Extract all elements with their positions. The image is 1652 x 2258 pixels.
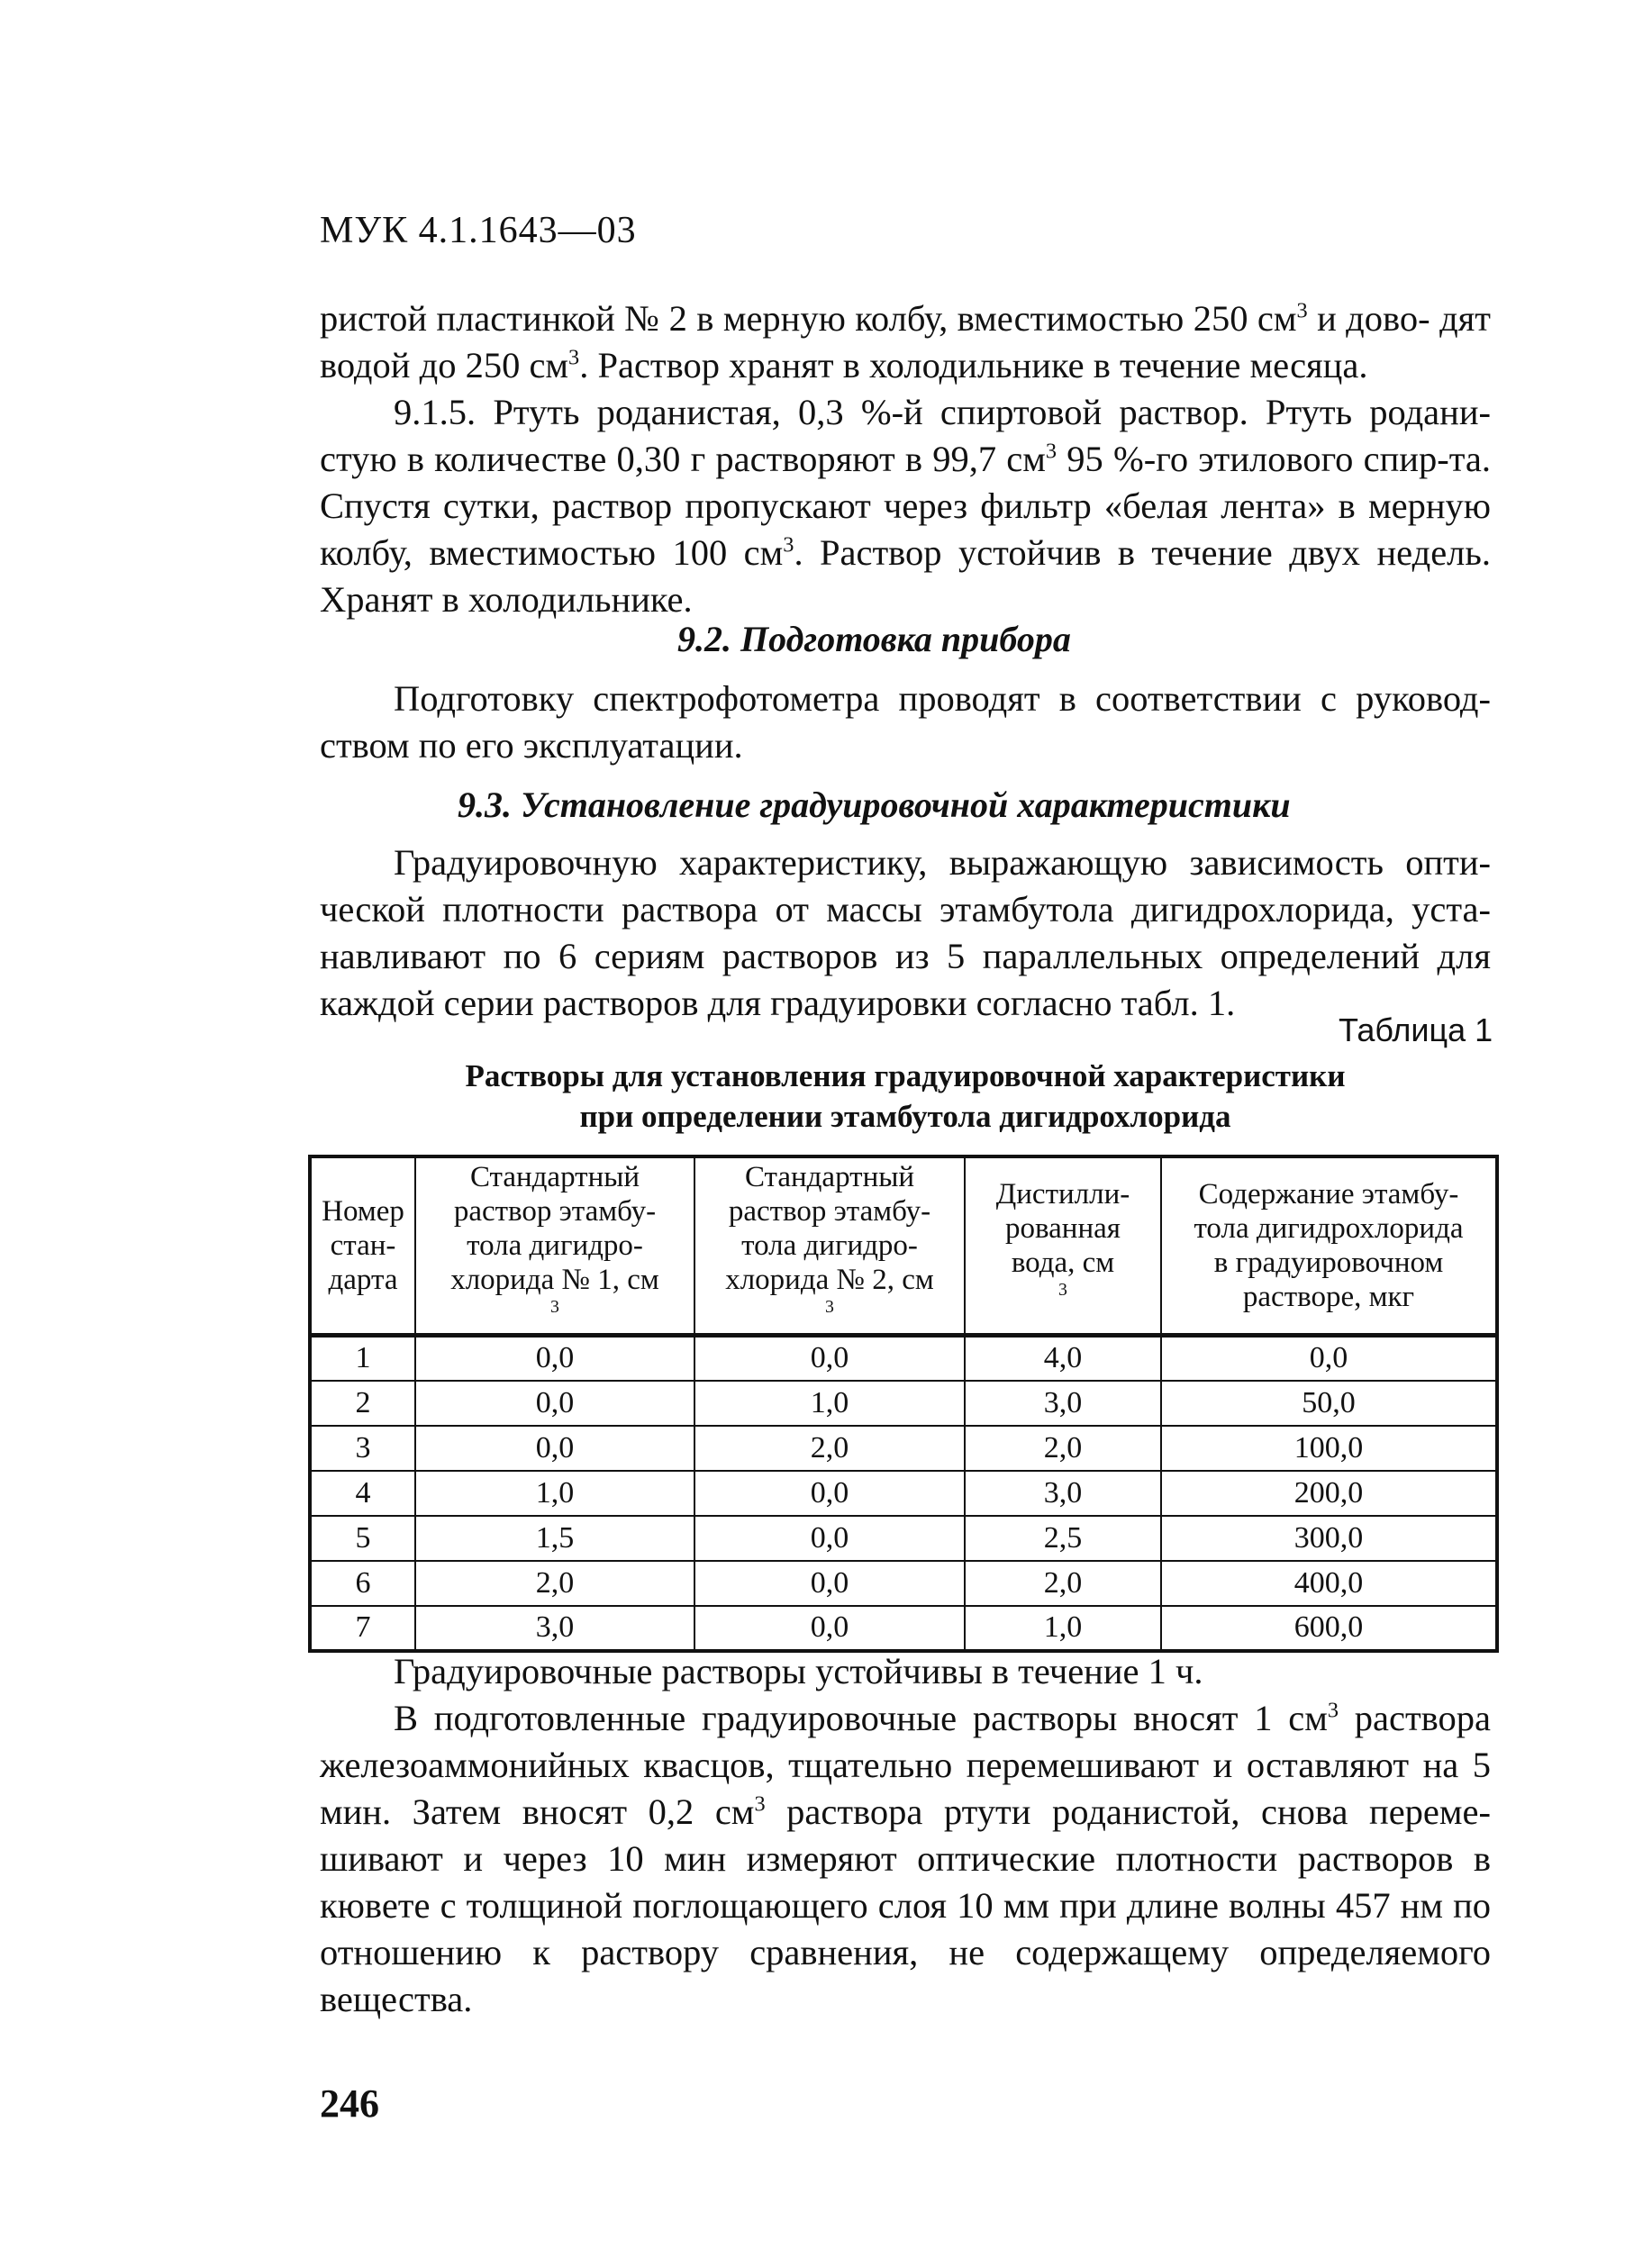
table-cell: 6: [310, 1561, 415, 1606]
after-table-text: [320, 1648, 1491, 2023]
section-9-2-paragraph: Подготовку спектрофотометра проводят в соответствии с руковод-ством по его эксплуатации.: [320, 678, 1491, 766]
header-line: Содержание этамбу-: [1198, 1178, 1459, 1211]
table-row: [310, 1606, 1497, 1651]
superscript: 3: [1327, 1698, 1339, 1723]
section-9-3-paragraph: Градуировочную характеристику, выражающую зависимость опти-ческой плотности раствора от массы этамбутола дигидрохлорида, уста-навливают по 6 сериям растворов из 5 параллельных определений для каждой серии растворов для градуировки согласно табл. 1.: [320, 842, 1491, 1023]
intro-text-fragment: дят водой до 250 см: [320, 298, 1491, 385]
table-cell: 3,0: [965, 1381, 1161, 1426]
intro-text-fragment: . Раствор устойчив в течение двух недель. Хранят в холодильнике.: [320, 532, 1491, 620]
table-cell: 600,0: [1161, 1606, 1497, 1651]
superscript: 3: [568, 345, 580, 370]
after-table-paragraph-2: [320, 1695, 1491, 2023]
table-cell: 2: [310, 1381, 415, 1426]
table-cell: 0,0: [694, 1336, 965, 1381]
table-cell: 4: [310, 1471, 415, 1516]
header-line: [967, 1246, 1158, 1314]
table-cell: 0,0: [694, 1471, 965, 1516]
header-line-text: хлорида № 1, см: [450, 1264, 659, 1296]
table-cell: 200,0: [1161, 1471, 1497, 1516]
table-body: [310, 1336, 1497, 1651]
table-caption-line-1: Растворы для установления градуировочной характеристики: [465, 1058, 1346, 1093]
table-cell: 2,0: [965, 1561, 1161, 1606]
table-header-row: [310, 1156, 1497, 1336]
calibration-solutions-table: [308, 1155, 1499, 1653]
header-line: тола дигидро-: [467, 1229, 643, 1262]
table-cell: 5: [310, 1516, 415, 1561]
table-cell: 4,0: [965, 1336, 1161, 1381]
header-line: тола дигидрохлорида: [1194, 1212, 1464, 1245]
header-line: дарта: [328, 1264, 398, 1296]
intro-paragraph-1: [320, 295, 1491, 389]
table-cell: 3,0: [965, 1471, 1161, 1516]
superscript: 3: [550, 1297, 559, 1317]
header-line-text: вода, см: [1011, 1247, 1115, 1279]
table-cell: 0,0: [415, 1381, 694, 1426]
after-table-text-fragment: В подготовленные градуировочные растворы вносят 1 см: [394, 1698, 1328, 1738]
table-label: Таблица 1: [1339, 1011, 1493, 1048]
superscript: 3: [1045, 439, 1057, 464]
superscript: 3: [825, 1297, 834, 1317]
table-row: [310, 1561, 1497, 1606]
header-standard-solution-1: [415, 1156, 694, 1336]
header-line: Дистилли-: [995, 1178, 1130, 1211]
header-line: [697, 1263, 962, 1331]
page-number: 246: [320, 2081, 379, 2126]
header-line: рованная: [1005, 1212, 1121, 1245]
intro-paragraph-2: [320, 389, 1491, 623]
intro-text-fragment: 95 %-го этилового спир-та. Спустя сутки, раствор пропускают через фильтр «белая лента» в мерную колбу, вместимостью 100 см: [320, 439, 1491, 573]
header-line: Стандартный: [469, 1161, 640, 1193]
header-line: Стандартный: [744, 1161, 915, 1193]
header-line: Номер: [322, 1195, 404, 1228]
table-cell: 2,0: [965, 1426, 1161, 1471]
intro-text: [320, 295, 1491, 623]
table-cell: 300,0: [1161, 1516, 1497, 1561]
table-cell: 3: [310, 1426, 415, 1471]
after-table-paragraph-1: Градуировочные растворы устойчивы в течение 1 ч.: [394, 1651, 1203, 1691]
after-table-text-fragment: раствора ртути роданистой, снова переме-шивают и через 10 мин измеряют оптические плотности растворов в кювете с толщиной поглощающего слоя 10 мм при длине волны 457 нм по отношению к раствору сравнения, не содержащему определяемого вещества.: [320, 1791, 1491, 2019]
table-cell: 1,5: [415, 1516, 694, 1561]
superscript: 3: [783, 532, 794, 558]
table-cell: 2,0: [415, 1561, 694, 1606]
table-cell: 1,0: [965, 1606, 1161, 1651]
table-cell: 1,0: [415, 1471, 694, 1516]
table-cell: 0,0: [1161, 1336, 1497, 1381]
table-cell: 3,0: [415, 1606, 694, 1651]
table-cell: 1: [310, 1336, 415, 1381]
table-cell: 400,0: [1161, 1561, 1497, 1606]
table-cell: 50,0: [1161, 1381, 1497, 1426]
table-row: [310, 1381, 1497, 1426]
table-row: [310, 1516, 1497, 1561]
header-line: растворе, мкг: [1242, 1281, 1415, 1313]
superscript: 3: [754, 1791, 766, 1817]
superscript: 3: [1296, 298, 1308, 323]
table-cell: 0,0: [694, 1516, 965, 1561]
header-standard-solution-2: [694, 1156, 965, 1336]
document-code-header: МУК 4.1.1643—03: [320, 210, 637, 251]
table-cell: 2,0: [694, 1426, 965, 1471]
table-row: [310, 1426, 1497, 1471]
header-distilled-water: [965, 1156, 1161, 1336]
table-row: [310, 1471, 1497, 1516]
header-line-text: хлорида № 2, см: [725, 1264, 934, 1296]
table-caption: [320, 1056, 1491, 1137]
intro-text-fragment: и дово-: [1307, 298, 1430, 339]
table-cell: 2,5: [965, 1516, 1161, 1561]
table-cell: 0,0: [415, 1336, 694, 1381]
section-title-9-2: 9.2. Подготовка прибора: [677, 619, 1071, 659]
header-line: [418, 1263, 692, 1331]
table-cell: 0,0: [694, 1561, 965, 1606]
header-content: [1161, 1156, 1497, 1336]
section-title-9-3: 9.3. Установление градуировочной характеристики: [458, 784, 1291, 825]
superscript: 3: [1058, 1280, 1067, 1300]
header-line: в градуировочном: [1213, 1247, 1444, 1279]
after-table-text-fragment: раствора железоаммонийных квасцов, тщательно перемешивают и оставляют на 5 мин. Затем вносят 0,2 см: [320, 1698, 1491, 1832]
header-line: раствор этамбу-: [728, 1195, 931, 1228]
table-caption-line-2: при определении этамбутола дигидрохлорида: [579, 1099, 1231, 1134]
table-cell: 0,0: [694, 1606, 965, 1651]
table-cell: 7: [310, 1606, 415, 1651]
section-9-2-text: [320, 676, 1491, 769]
table-cell: 0,0: [415, 1426, 694, 1471]
header-line: раствор этамбу-: [453, 1195, 657, 1228]
table-cell: 1,0: [694, 1381, 965, 1426]
intro-text-fragment: 9.1.5. Ртуть роданистая, 0,3 %-й спиртовой раствор. Ртуть родани-стую в количестве 0,30 г растворяют в 99,7 см: [320, 392, 1491, 479]
table-cell: 100,0: [1161, 1426, 1497, 1471]
section-9-3-text: [320, 839, 1491, 1027]
header-standard-number: [310, 1156, 415, 1336]
table-row: [310, 1336, 1497, 1381]
header-line: тола дигидро-: [741, 1229, 918, 1262]
intro-text-fragment: . Раствор хранят в холодильнике в течение месяца.: [579, 345, 1368, 385]
intro-text-fragment: ристой пластинкой № 2 в мерную колбу, вместимостью 250 см: [320, 298, 1297, 339]
header-line: стан-: [330, 1229, 396, 1262]
